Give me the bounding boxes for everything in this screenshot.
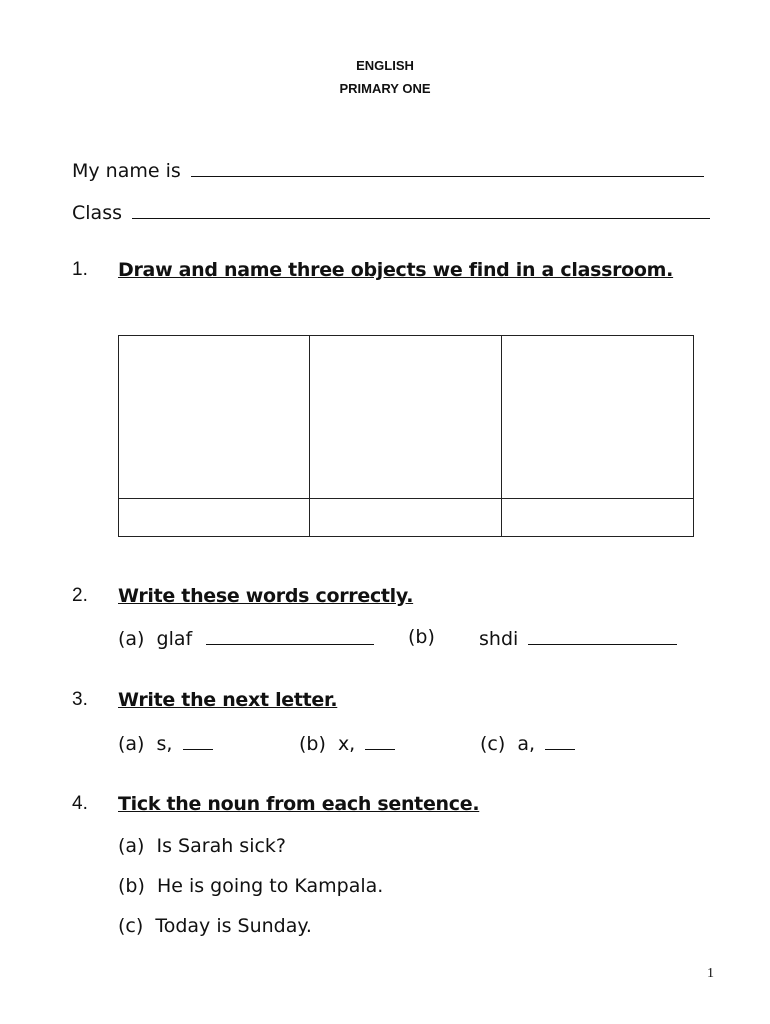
name-box-1[interactable] <box>119 499 310 536</box>
q3-item-c-label: (c) <box>480 733 506 755</box>
q4-item-b-sentence: He is going to Kampala. <box>156 875 384 897</box>
question-1-text: Draw and name three objects we find in a classroom. <box>118 259 674 281</box>
q3-item-a-label: (a) <box>118 733 145 755</box>
level-title: PRIMARY ONE <box>339 81 431 96</box>
q3-item-c-text: a, <box>517 733 536 755</box>
q2-item-b-label: (b) <box>408 626 435 648</box>
q3-item-a <box>118 731 213 755</box>
question-3-text: Write the next letter. <box>118 689 338 711</box>
question-4-text: Tick the noun from each sentence. <box>118 793 480 815</box>
subject-title: ENGLISH <box>356 58 414 73</box>
q3-item-b-label: (b) <box>299 733 326 755</box>
q3-item-b-text: x, <box>337 733 356 755</box>
q4-item-b-label: (b) <box>118 875 145 897</box>
q2-item-b-blank[interactable] <box>528 626 677 645</box>
q4-item-c-sentence: Today is Sunday. <box>155 915 312 937</box>
question-3-number: 3. <box>72 689 88 710</box>
q3-item-c-blank[interactable] <box>545 731 575 750</box>
q4-item-b[interactable] <box>118 875 383 897</box>
drawing-box-2[interactable] <box>310 336 501 499</box>
name-box-2[interactable] <box>310 499 501 536</box>
class-label: Class <box>72 202 122 224</box>
question-2-number: 2. <box>72 585 88 606</box>
q3-item-a-text: s, <box>156 733 173 755</box>
name-label: My name is <box>72 160 181 182</box>
q2-item-a-blank[interactable] <box>206 626 374 645</box>
name-box-3[interactable] <box>502 499 693 536</box>
page-number: 1 <box>707 966 714 981</box>
question-2-text: Write these words correctly. <box>118 585 414 607</box>
q4-item-a[interactable] <box>118 835 286 857</box>
drawing-box-1[interactable] <box>119 336 310 499</box>
question-1-number: 1. <box>72 259 88 280</box>
drawing-box-3[interactable] <box>502 336 693 499</box>
q3-item-b-blank[interactable] <box>365 731 395 750</box>
q3-item-c <box>480 731 575 755</box>
q4-item-c[interactable] <box>118 915 312 937</box>
q4-item-a-sentence: Is Sarah sick? <box>156 835 287 857</box>
q2-item-a-word: glaf <box>156 628 193 650</box>
q2-item-a-label: (a) <box>118 628 145 650</box>
name-blank[interactable] <box>191 158 704 177</box>
q2-item-b <box>479 626 677 650</box>
q3-item-a-blank[interactable] <box>183 731 213 750</box>
q4-item-a-label: (a) <box>118 835 145 857</box>
drawing-table <box>118 335 694 537</box>
name-field-row <box>72 158 704 182</box>
class-field-row <box>72 200 710 224</box>
q4-item-c-label: (c) <box>118 915 144 937</box>
q2-item-a <box>118 626 374 650</box>
q3-item-b <box>299 731 395 755</box>
class-blank[interactable] <box>132 200 710 219</box>
q2-item-b-word: shdi <box>479 628 519 650</box>
question-4-number: 4. <box>72 793 88 814</box>
